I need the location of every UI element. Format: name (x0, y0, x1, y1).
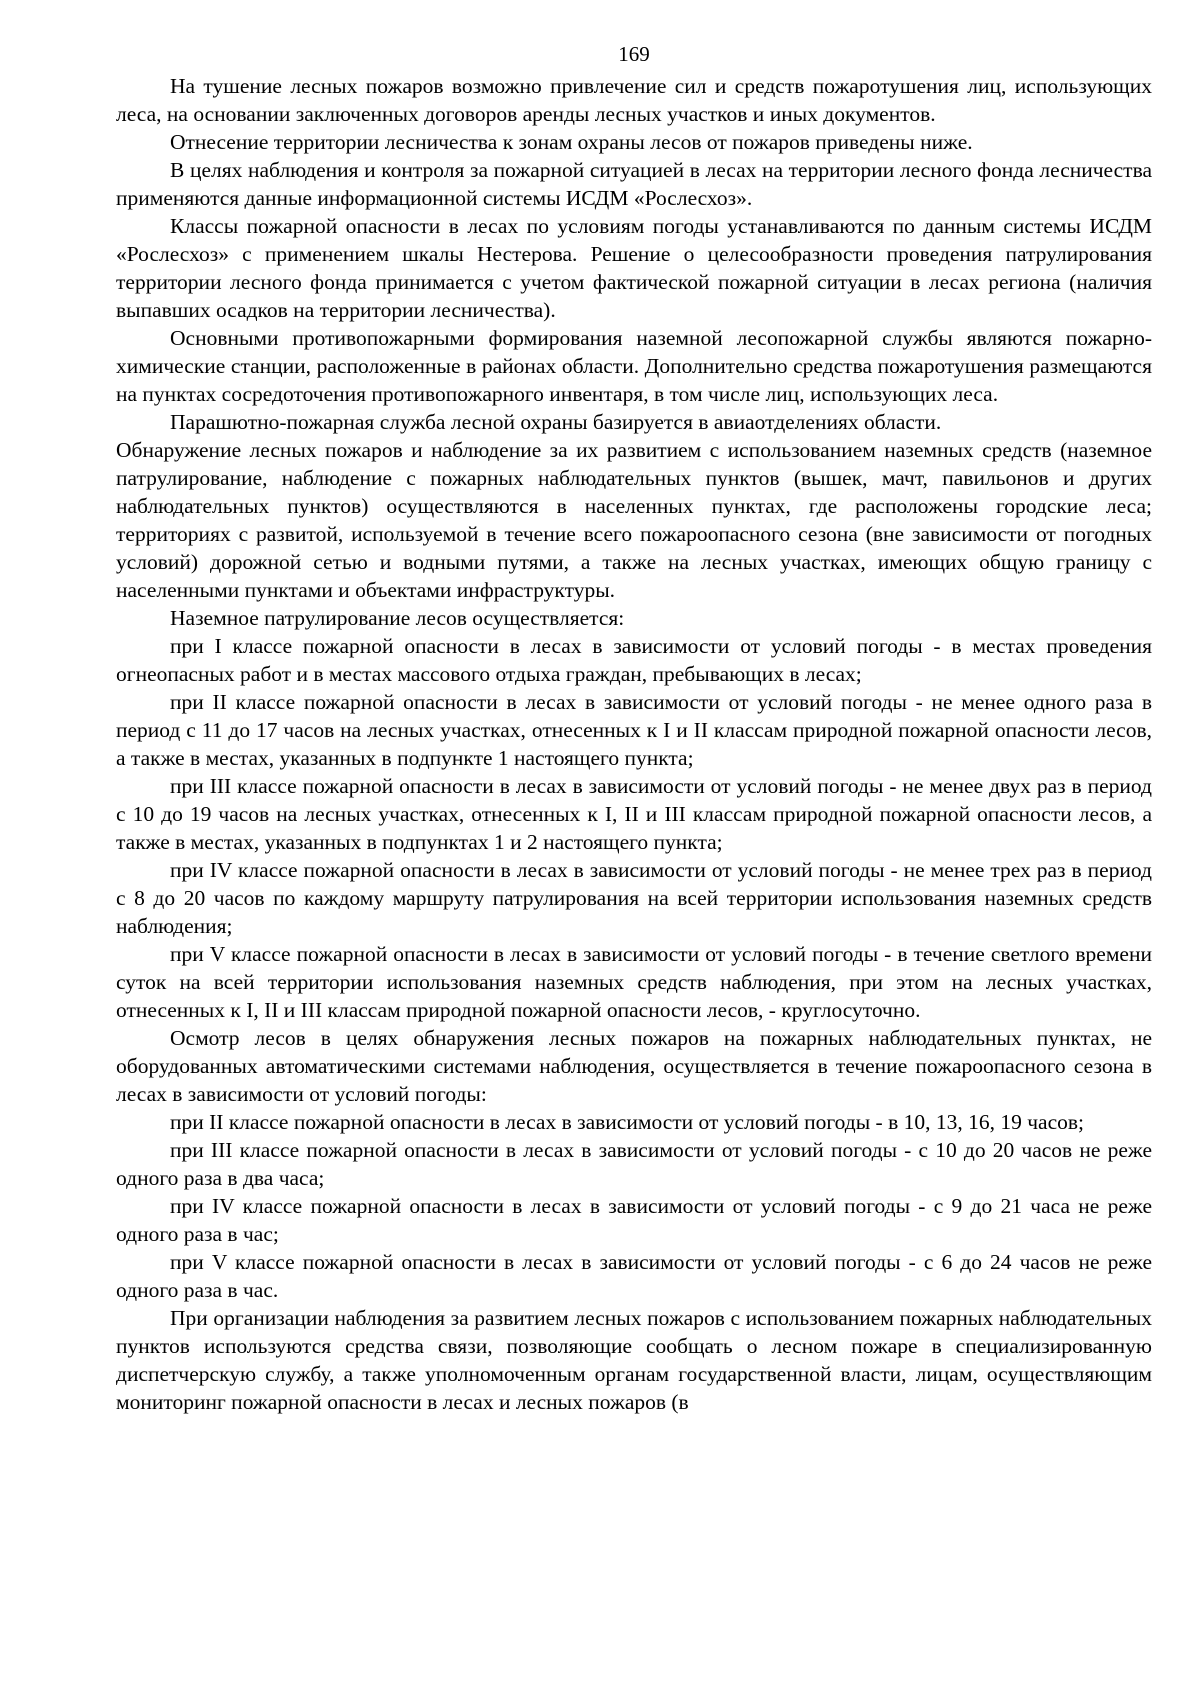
paragraph: Основными противопожарными формирования наземной лесопожарной службы являются пожарно-химические станции, расположенные в районах области. Дополнительно средства пожаротушения размещаются на пунктах сосредоточения противопожарного инвентаря, в том числе лиц, использующих леса. (116, 326, 1152, 406)
paragraph: На тушение лесных пожаров возможно привлечение сил и средств пожаротушения лиц, использующих леса, на основании заключенных договоров аренды лесных участков и иных документов. (116, 74, 1152, 126)
paragraph: Парашютно-пожарная служба лесной охраны базируется в авиаотделениях области. (170, 410, 942, 434)
paragraph: при III классе пожарной опасности в лесах в зависимости от условий погоды - не менее двух раз в период с 10 до 19 часов на лесных участках, отнесенных к I, II и III классам природной пожарной опасности лесов, а также в местах, указанных в подпунктах 1 и 2 настоящего пункта; (116, 774, 1152, 854)
paragraph: Обнаружение лесных пожаров и наблюдение за их развитием с использованием наземных средств (наземное патрулирование, наблюдение с пожарных наблюдательных пунктов (вышек, мачт, павильонов и других наблюдательных пунктов) осуществляются в населенных пунктах, где расположены городские леса; территориях с развитой, используемой в течение всего пожароопасного сезона (вне зависимости от погодных условий) дорожной сетью и водными путями, а также на лесных участках, имеющих общую границу с населенными пунктами и объектами инфраструктуры. (116, 438, 1152, 602)
paragraph: Классы пожарной опасности в лесах по условиям погоды устанавливаются по данным системы ИСДМ «Рослесхоз» с применением шкалы Нестерова. Решение о целесообразности проведения патрулирования территории лесного фонда принимается с учетом фактической пожарной ситуации в лесах региона (наличия выпавших осадков на территории лесничества). (116, 214, 1152, 322)
paragraph: при IV классе пожарной опасности в лесах в зависимости от условий погоды - не менее трех раз в период с 8 до 20 часов по каждому маршруту патрулирования на всей территории использования наземных средств наблюдения; (116, 858, 1152, 938)
paragraph: Отнесение территории лесничества к зонам охраны лесов от пожаров приведены ниже. (170, 130, 973, 154)
paragraph: при V классе пожарной опасности в лесах в зависимости от условий погоды - в течение светлого времени суток на всей территории использования наземных средств наблюдения, при этом на лесных участках, отнесенных к I, II и III классам природной пожарной опасности лесов, - круглосуточно. (116, 942, 1152, 1022)
paragraph: при V классе пожарной опасности в лесах в зависимости от условий погоды - с 6 до 24 часов не реже одного раза в час. (116, 1250, 1152, 1302)
paragraph: при II классе пожарной опасности в лесах в зависимости от условий погоды - не менее одного раза в период с 11 до 17 часов на лесных участках, отнесенных к I и II классам природной пожарной опасности лесов, а также в местах, указанных в подпункте 1 настоящего пункта; (116, 690, 1152, 770)
paragraph: при I классе пожарной опасности в лесах в зависимости от условий погоды - в местах проведения огнеопасных работ и в местах массового отдыха граждан, пребывающих в лесах; (116, 634, 1152, 686)
paragraph: при III классе пожарной опасности в лесах в зависимости от условий погоды - с 10 до 20 часов не реже одного раза в два часа; (116, 1138, 1152, 1190)
paragraph: при II классе пожарной опасности в лесах в зависимости от условий погоды - в 10, 13, 16, 19 часов; (170, 1110, 1084, 1134)
paragraph: Осмотр лесов в целях обнаружения лесных пожаров на пожарных наблюдательных пунктах, не оборудованных автоматическими системами наблюдения, осуществляется в течение пожароопасного сезона в лесах в зависимости от условий погоды: (116, 1026, 1152, 1106)
paragraph: В целях наблюдения и контроля за пожарной ситуацией в лесах на территории лесного фонда лесничества применяются данные информационной системы ИСДМ «Рослесхоз». (116, 158, 1152, 210)
page-number: 169 (618, 42, 650, 66)
body-text (116, 72, 1152, 1416)
paragraph: при IV классе пожарной опасности в лесах в зависимости от условий погоды - с 9 до 21 часа не реже одного раза в час; (116, 1194, 1152, 1246)
paragraph: Наземное патрулирование лесов осуществляется: (170, 606, 625, 630)
paragraph: При организации наблюдения за развитием лесных пожаров с использованием пожарных наблюдательных пунктов используются средства связи, позволяющие сообщать о лесном пожаре в специализированную диспетчерскую службу, а также уполномоченным органам государственной власти, лицам, осуществляющим мониторинг пожарной опасности в лесах и лесных пожаров (в (116, 1306, 1152, 1414)
